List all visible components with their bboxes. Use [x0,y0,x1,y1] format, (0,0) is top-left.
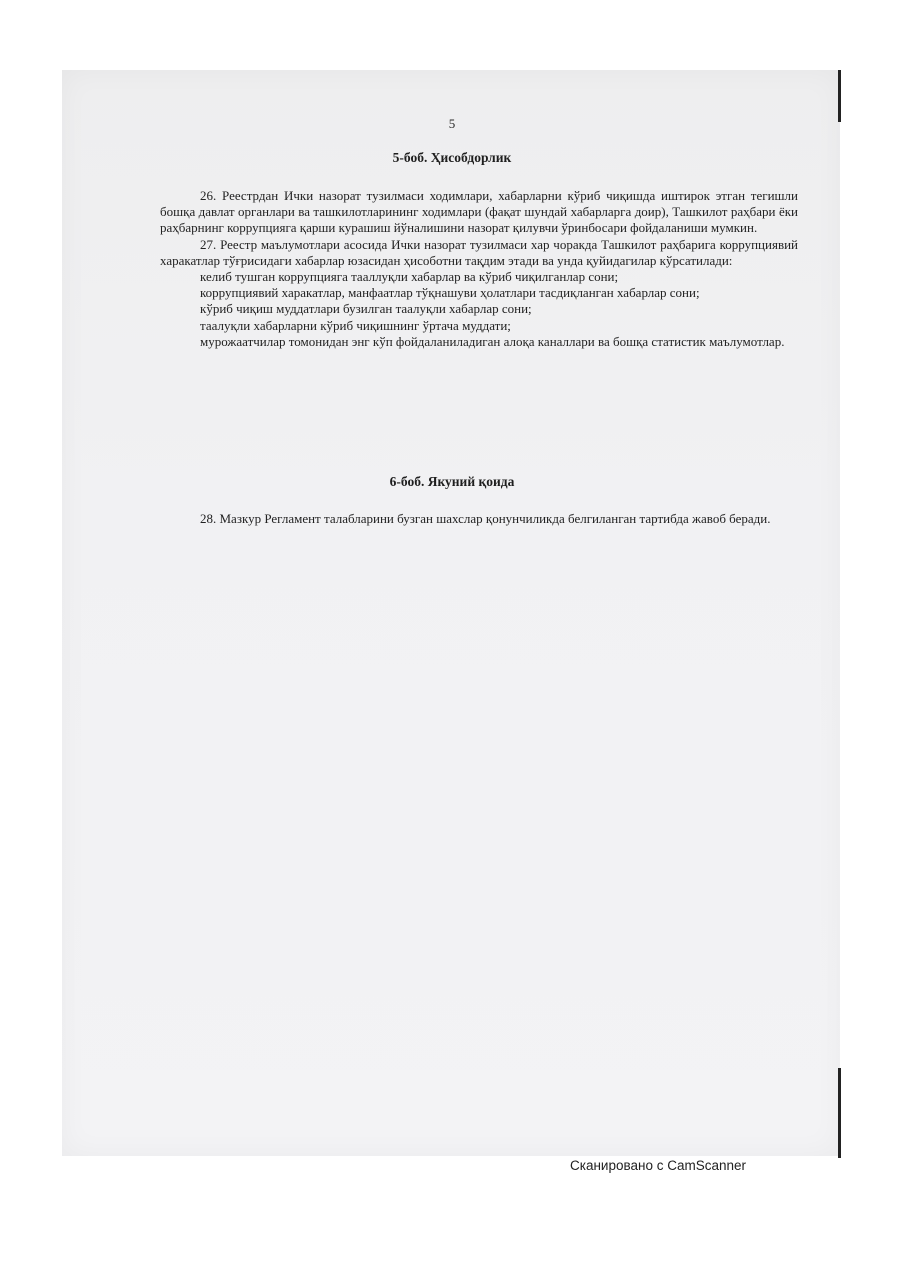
camscanner-watermark: Сканировано с CamScanner [570,1158,747,1173]
list-item: кўриб чиқиш муддатлари бузилган таалуқли хабарлар сони; [200,301,532,317]
scan-edge-top [838,70,841,122]
list-item: мурожаатчилар томонидан энг кўп фойдаланиладиган алоқа каналлари ва бошқа статистик маълумотлар. [200,333,785,349]
list-item: келиб тушган коррупцияга тааллуқли хабарлар ва кўриб чиқилганлар сони; [200,269,619,285]
chapter-5-body [160,188,798,350]
page-number: 5 [448,116,456,131]
list-item: коррупциявий харакатлар, манфаатлар тўқнашуви ҳолатлари тасдиқланган хабарлар сони; [200,285,700,301]
paragraph-27: 27. Реестр маълумотлари асосида Ички назорат тузилмаси хар чоракда Ташкилот раҳбарига коррупциявий харакатлар тўғрисидаги хабарлар юзасидан ҳисоботни тақдим этади ва унда қуйидагилар кўрсатилади: [160,236,798,268]
chapter-6-body [160,511,798,527]
chapter-6-title: 6-боб. Якуний қоида [389,474,515,489]
list-item: таалуқли хабарларни кўриб чиқишнинг ўртача муддати; [200,317,511,333]
paragraph-28: 28. Мазкур Регламент талабларини бузган шахслар қонунчиликда белгиланган тартибда жавоб беради. [200,511,771,526]
chapter-5-title: 5-боб. Ҳисобдорлик [392,150,512,165]
scan-edge-bottom [838,1068,841,1158]
paragraph-26: 26. Реестрдан Ички назорат тузилмаси ходимлари, хабарларни кўриб чиқишда иштирок этган тегишли бошқа давлат органлари ва ташкилотларининг ходимлари (фақат шундай хабарларга доир), Ташкилот раҳбари ёки раҳбарнинг коррупцияга қарши курашиш йўналишини назорат қилувчи ўринбосари фойдаланиши мумкин. [160,188,798,236]
